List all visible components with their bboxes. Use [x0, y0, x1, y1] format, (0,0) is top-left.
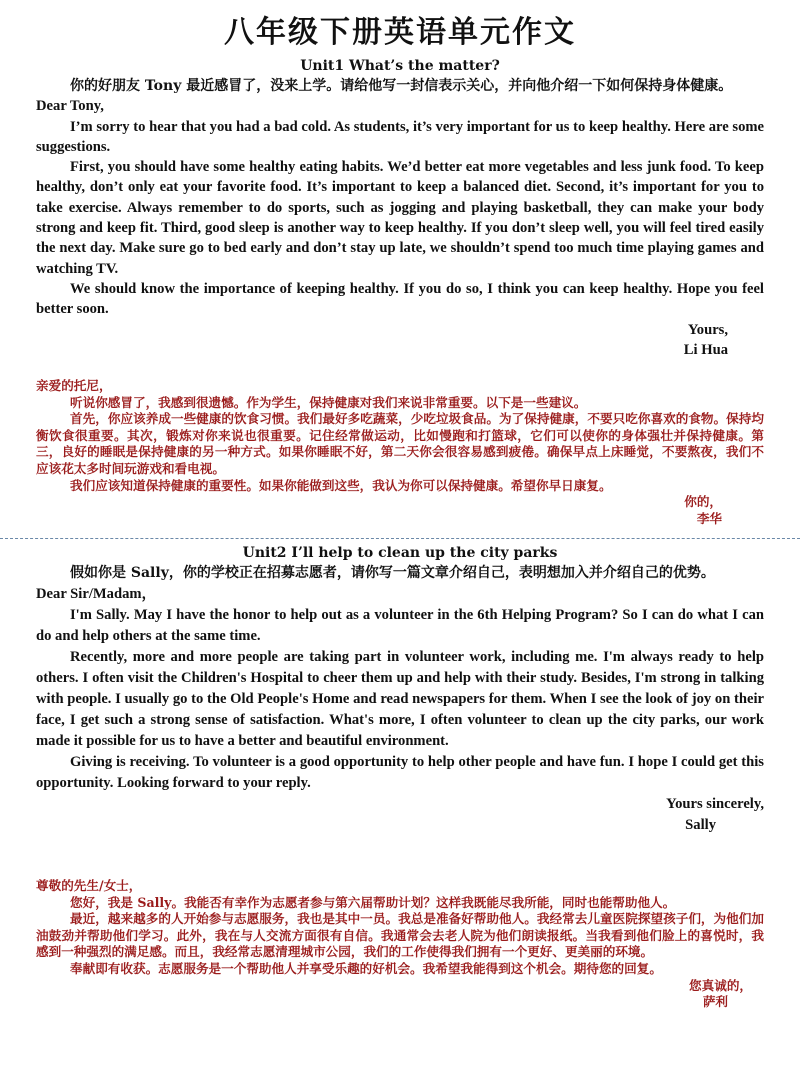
unit2-paragraph-3: Giving is receiving. To volunteer is a good opportunity to help other people and have fun. I hope I could get this opportunity. Looking forward to your reply.	[36, 754, 764, 791]
unit1-translation-greeting: 亲爱的托尼，	[36, 378, 112, 393]
section-divider	[0, 538, 800, 539]
unit2-translation	[36, 878, 764, 1011]
unit1-prompt: 你的好朋友 Tony 最近感冒了，没来上学。请给他写一封信表示关心，并向他介绍一下如何保持身体健康。	[70, 78, 733, 94]
unit1-greeting: Dear Tony,	[36, 98, 104, 115]
unit1-paragraph-1: I’m sorry to hear that you had a bad cold. As students, it’s very important for us to keep healthy. Here are some suggestions.	[36, 118, 764, 155]
unit2-translation-greeting: 尊敬的先生/女士，	[36, 878, 142, 893]
unit1-translation-closing: 你的，	[684, 494, 722, 510]
unit2-translation-paragraph-1: 您好，我是 Sally。我能否有幸作为志愿者参与第六届帮助计划？这样我既能尽我所能，同时也能帮助他人。	[70, 894, 676, 910]
unit2-closing: Yours sincerely,	[666, 796, 764, 812]
unit1-translation	[36, 378, 764, 527]
unit2-greeting: Dear Sir/Madam，	[36, 586, 157, 602]
unit1-translation-paragraph-3: 我们应该知道保持健康的重要性。如果你能做到这些，我认为你可以保持健康。希望你早日康复。	[70, 477, 612, 493]
unit2-paragraph-1: I'm Sally. May I have the honor to help out as a volunteer in the 6th Helping Program? So I can do what I can do and help others at the same time.	[36, 607, 764, 644]
unit1-translation-signature: 李华	[696, 510, 722, 526]
unit1-heading: Unit1 What’s the matter?	[300, 58, 500, 74]
unit1-letter	[36, 96, 764, 360]
unit2-translation-paragraph-3: 奉献即有收获。志愿服务是一个帮助他人并享受乐趣的好机会。我希望我能得到这个机会。期待您的回复。	[70, 960, 662, 976]
unit2-letter	[36, 584, 764, 836]
unit2-translation-signature: 萨利	[702, 994, 728, 1010]
unit1-section	[36, 56, 764, 360]
unit1-signature: Li Hua	[683, 341, 728, 358]
unit2-section	[36, 543, 764, 836]
unit1-translation-paragraph-2: 首先，你应该养成一些健康的饮食习惯。我们最好多吃蔬菜，少吃垃圾食品。为了保持健康，不要只吃你喜欢的食物。保持均衡饮食很重要。其次，锻炼对你来说也很重要。记住经常做运动，比如慢跑和打篮球，它们可以使你的身体强壮并保持健康。第三，良好的睡眠是保持健康的另一种方式。如果你睡眠不好，第二天你会很容易感到疲倦。确保早点上床睡觉，不要熬夜，我们不应该花太多时间玩游戏和看电视。	[36, 411, 764, 476]
unit2-signature: Sally	[685, 817, 716, 833]
unit2-heading: Unit2 I’ll help to clean up the city parks	[242, 545, 558, 561]
page-title: 八年级下册英语单元作文	[224, 15, 576, 50]
unit1-paragraph-3: We should know the importance of keeping healthy. If you do so, I think you can keep healthy. Hope you feel better soon.	[36, 280, 764, 318]
unit1-closing: Yours,	[687, 321, 728, 338]
unit1-paragraph-2: First, you should have some healthy eating habits. We’d better eat more vegetables and less junk food. To keep healthy, don’t only eat your favorite food. It’s important to keep a balanced diet. Second, it’s important for you to take exercise. Always remember to do sports, such as jogging and playing basketball, they can make your body strong and keep fit. Third, good sleep is another way to keep healthy. If you don’t sleep well, you will feel tired easily the next day. Make sure go to bed early and don’t stay up late, we shouldn’t spend too much time playing games and watching TV.	[36, 159, 764, 277]
unit2-translation-paragraph-2: 最近，越来越多的人开始参与志愿服务，我也是其中一员。我总是准备好帮助他人。我经常去儿童医院探望孩子们，为他们加油鼓劲并帮助他们学习。此外，我在与人交流方面很有自信。我通常会去老人院为他们朗读报纸。当我看到他们脸上的喜悦时，我感到一种强烈的满足感。而且，我经常志愿清理城市公园，我们的工作使得我们拥有一个更好、更美丽的环境。	[36, 911, 764, 960]
unit2-paragraph-2: Recently, more and more people are taking part in volunteer work, including me. I'm always ready to help others. I often visit the Children's Hospital to cheer them up and help with their study. Besides, I'm strong in talking with people. I usually go to the Old People's Home and read newspapers for them. When I see the look of joy on their face, I get such a strong sense of satisfaction. What's more, I often volunteer to clean up the city parks, our work made it possible for us to have a better and beautiful environment.	[36, 649, 764, 749]
unit1-translation-paragraph-1: 听说你感冒了，我感到很遗憾。作为学生，保持健康对我们来说非常重要。以下是一些建议。	[70, 394, 587, 410]
unit2-translation-closing: 您真诚的，	[689, 977, 752, 993]
unit2-prompt: 假如你是 Sally，你的学校正在招募志愿者，请你写一篇文章介绍自己，表明想加入并介绍自己的优势。	[70, 565, 715, 581]
